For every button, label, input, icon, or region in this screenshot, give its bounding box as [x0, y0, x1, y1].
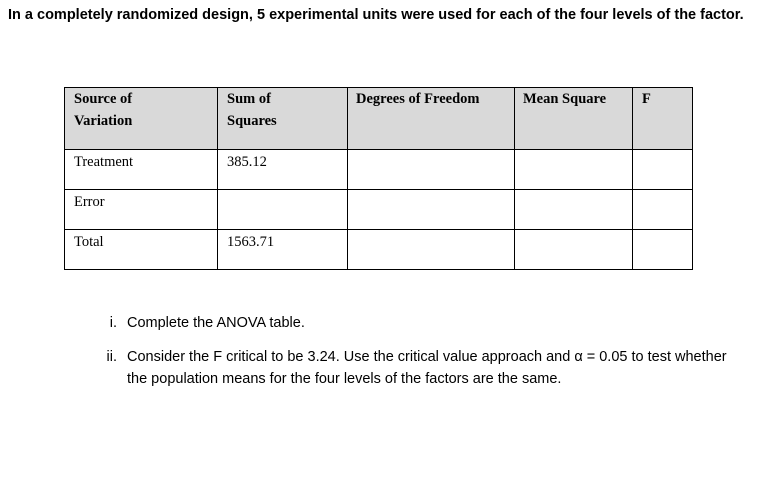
cell-sum-of-squares: 1563.71 — [218, 230, 348, 270]
table-row-total — [65, 230, 693, 270]
table-header-row — [65, 88, 693, 150]
cell-degrees-of-freedom — [348, 150, 515, 190]
list-item — [96, 346, 736, 390]
cell-degrees-of-freedom — [348, 230, 515, 270]
anova-table — [64, 87, 693, 270]
cell-mean-square — [515, 150, 633, 190]
cell-f — [633, 150, 693, 190]
cell-source: Total — [65, 230, 218, 270]
header-f — [633, 88, 693, 150]
cell-source: Treatment — [65, 150, 218, 190]
header-text-line: F — [642, 91, 651, 107]
cell-sum-of-squares — [218, 190, 348, 230]
header-sum-of-squares — [218, 88, 348, 150]
cell-degrees-of-freedom — [348, 190, 515, 230]
cell-f — [633, 230, 693, 270]
table-row-error — [65, 190, 693, 230]
table-row-treatment — [65, 150, 693, 190]
problem-statement: In a completely randomized design, 5 experimental units were used for each of the four levels of the factor. — [8, 7, 744, 23]
header-text-line: Source of — [74, 91, 133, 107]
header-text-line: Squares — [227, 113, 277, 129]
question-text: Consider the F critical to be 3.24. Use the critical value approach and α = 0.05 to test whether the population means for the four levels of the factors are the same. — [127, 349, 727, 387]
question-number: i. — [109, 315, 117, 331]
header-text-line: Degrees of Freedom — [356, 91, 480, 107]
header-degrees-of-freedom — [348, 88, 515, 150]
header-text-line: Sum of — [227, 91, 271, 107]
header-text-line: Variation — [74, 113, 133, 129]
cell-mean-square — [515, 230, 633, 270]
header-mean-square — [515, 88, 633, 150]
cell-sum-of-squares: 385.12 — [218, 150, 348, 190]
cell-f — [633, 190, 693, 230]
list-item — [96, 312, 736, 334]
header-text-line: Mean Square — [523, 91, 607, 107]
cell-mean-square — [515, 190, 633, 230]
question-list — [96, 312, 736, 402]
question-number: ii. — [106, 349, 117, 365]
header-source-of-variation — [65, 88, 218, 150]
cell-source: Error — [65, 190, 218, 230]
question-text: Complete the ANOVA table. — [127, 315, 305, 331]
